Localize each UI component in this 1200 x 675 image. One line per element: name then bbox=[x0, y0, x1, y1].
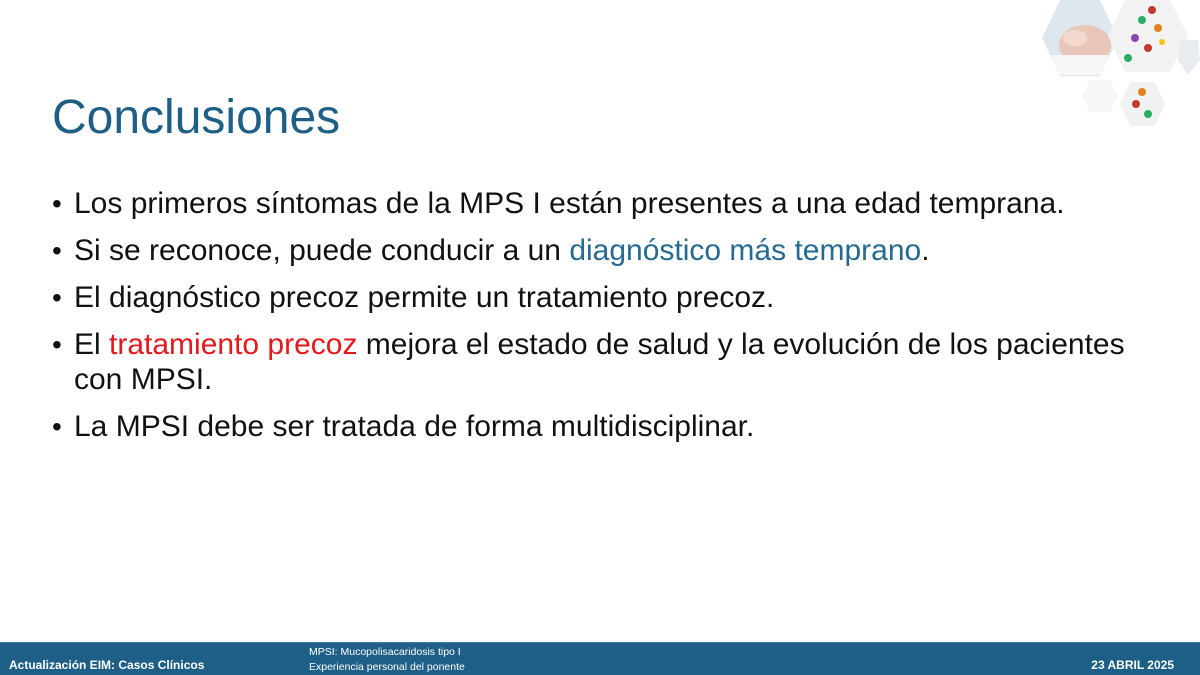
bullet-text: El diagnóstico precoz permite un tratamiento precoz. bbox=[74, 281, 775, 314]
bullet-text: . bbox=[921, 234, 930, 267]
bullet-item bbox=[52, 186, 1132, 221]
bullet-item bbox=[52, 327, 1132, 397]
bullet-text: Los primeros síntomas de la MPS I están presentes a una edad temprana. bbox=[74, 187, 1065, 220]
bullet-icon: • bbox=[52, 235, 62, 266]
bullet-icon: • bbox=[52, 188, 62, 219]
footer-subtitle bbox=[309, 645, 465, 675]
bullet-text: La MPSI debe ser tratada de forma multidisciplinar. bbox=[74, 410, 755, 443]
bullet-text: Si se reconoce, puede conducir a un bbox=[74, 234, 570, 267]
bullet-icon: • bbox=[52, 411, 62, 442]
highlight-text-blue: diagnóstico más temprano bbox=[569, 234, 922, 267]
bullet-text: mejora el estado de salud y la evolución de los pacientes con MPSI. bbox=[74, 328, 1125, 396]
footer-bar bbox=[0, 642, 1200, 675]
bullet-item bbox=[52, 280, 1132, 315]
bullet-item bbox=[52, 233, 1132, 268]
highlight-text-red: tratamiento precoz bbox=[109, 328, 358, 361]
bullet-list bbox=[52, 186, 1132, 456]
hexagon-photo-collage bbox=[1030, 0, 1200, 130]
footer-date: 23 ABRIL 2025 bbox=[1091, 658, 1174, 672]
slide-title: Conclusiones bbox=[52, 91, 341, 144]
footer-subtitle-line-2: Experiencia personal del ponente bbox=[309, 661, 465, 673]
bullet-text: El bbox=[74, 328, 110, 361]
bullet-icon: • bbox=[52, 329, 62, 360]
footer-subtitle-line-1: MPSI: Mucopolisacaridosis tipo I bbox=[309, 646, 461, 658]
bullet-icon: • bbox=[52, 282, 62, 313]
footer-event-title: Actualización EIM: Casos Clínicos bbox=[9, 658, 205, 672]
bullet-item bbox=[52, 409, 1132, 444]
